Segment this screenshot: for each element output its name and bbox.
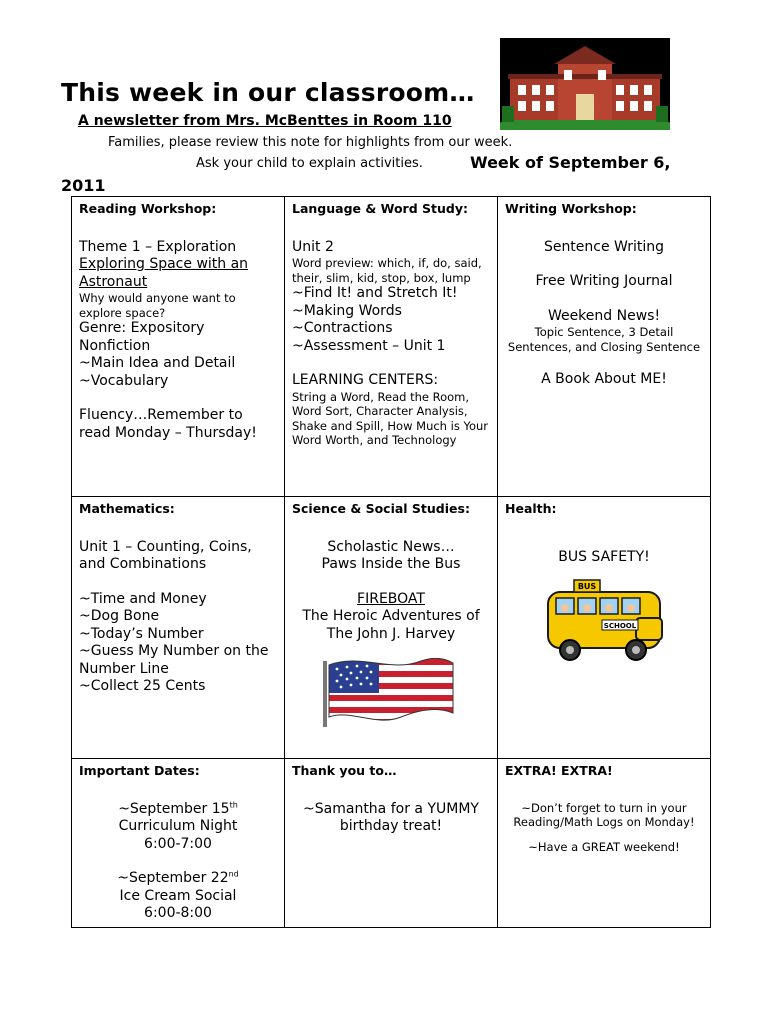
language-word-study-cell [285,197,498,497]
math-item: ~Today’s Number [79,625,204,642]
american-flag-clipart [321,651,461,729]
science-social-studies-cell [285,497,498,759]
reading-skill-1: ~Main Idea and Detail [79,355,236,371]
math-item: ~Collect 25 Cents [79,678,206,694]
newsletter-subtitle: A newsletter from Mrs. McBenttes in Room 110 [78,113,452,129]
learning-centers-title: LEARNING CENTERS: [292,372,439,388]
writing-item-4: A Book About ME! [541,371,667,387]
date-1-time: 6:00-7:00 [144,835,212,852]
health-cell [498,497,711,759]
date-1-day: ~September 15 [118,800,230,817]
science-book-title: FIREBOAT [357,590,425,607]
reading-fluency-note: Fluency…Remember to read Monday – Thursday! [79,407,257,441]
thanks-heading: Thank you to… [292,763,397,778]
reading-question: Why would anyone want to explore space? [79,291,236,320]
reading-skill-2: ~Vocabulary [79,372,169,389]
writing-item-3: Weekend News! [547,307,661,324]
date-1-event: Curriculum Night [118,818,238,834]
science-heading: Science & Social Studies: [292,501,470,516]
bus-side-label: SCHOOL [603,622,637,630]
health-topic: BUS SAFETY! [558,548,650,565]
writing-heading: Writing Workshop: [505,201,637,216]
language-item: ~Contractions [292,320,393,336]
extra-item-1: ~Don’t forget to turn in your Reading/Math Logs on Monday! [513,800,695,829]
date-1 [79,801,277,819]
week-of-date: Week of September 6, [470,153,671,172]
writing-item-2: Free Writing Journal [535,273,673,289]
language-heading: Language & Word Study: [292,201,468,216]
thanks-text: ~Samantha for a YUMMY birthday treat! [303,800,479,834]
learning-centers-list: String a Word, Read the Room, Word Sort, Character Analysis, Shake and Spill, How Much is Your Word Worth, and Technology [292,389,489,447]
writing-item-1: Sentence Writing [543,238,665,255]
math-unit: Unit 1 – Counting, Coins, and Combinations [79,538,252,572]
mathematics-cell [72,497,285,759]
extra-heading: EXTRA! EXTRA! [505,763,613,778]
science-book-subtitle: The Heroic Adventures of The John J. Harvey [302,608,480,642]
math-item: ~Dog Bone [79,608,160,624]
extra-item-2: ~Have a GREAT weekend! [528,839,680,854]
school-bus-clipart [538,578,670,668]
reading-theme: Theme 1 – Exploration [79,238,237,255]
math-item: ~Time and Money [79,590,207,607]
writing-item-3-detail: Topic Sentence, 3 Detail Sentences, and Closing Sentence [507,325,701,354]
language-unit: Unit 2 [292,238,334,255]
week-year: 2011 [61,176,106,195]
health-heading: Health: [505,501,557,516]
language-item: ~Assessment – Unit 1 [292,337,446,354]
important-dates-cell [72,759,285,928]
writing-workshop-cell [498,197,711,497]
date-2-event: Ice Cream Social [119,887,237,904]
reading-genre: Genre: Expository Nonfiction [79,320,205,354]
date-2 [79,870,277,888]
bus-roof-sign: BUS [577,582,597,591]
language-item: ~Making Words [292,302,402,319]
science-item-1b: Paws Inside the Bus [321,556,461,572]
date-2-suffix: nd [228,869,239,879]
newsletter-title: This week in our classroom… [61,78,475,107]
intro-line-2: Ask your child to explain activities. [196,156,423,171]
intro-line-1: Families, please review this note for highlights from our week. [108,135,513,150]
reading-workshop-cell [72,197,285,497]
newsletter-grid [71,196,711,928]
reading-book-title: Exploring Space with an Astronaut [79,256,249,290]
date-1-suffix: th [229,799,238,809]
science-item-1: Scholastic News… [327,538,455,555]
thank-you-cell [285,759,498,928]
language-item: ~Find It! and Stretch It! [292,285,458,301]
dates-heading: Important Dates: [79,763,200,778]
date-2-time: 6:00-8:00 [144,905,212,921]
date-2-day: ~September 22 [117,870,229,886]
language-word-preview: Word preview: which, if, do, said, their, slim, kid, stop, box, lump [292,256,482,285]
extra-extra-cell [498,759,711,928]
reading-heading: Reading Workshop: [79,201,217,216]
schoolhouse-clipart [500,38,670,130]
math-item: ~Guess My Number on the Number Line [79,643,269,677]
math-heading: Mathematics: [79,501,175,516]
